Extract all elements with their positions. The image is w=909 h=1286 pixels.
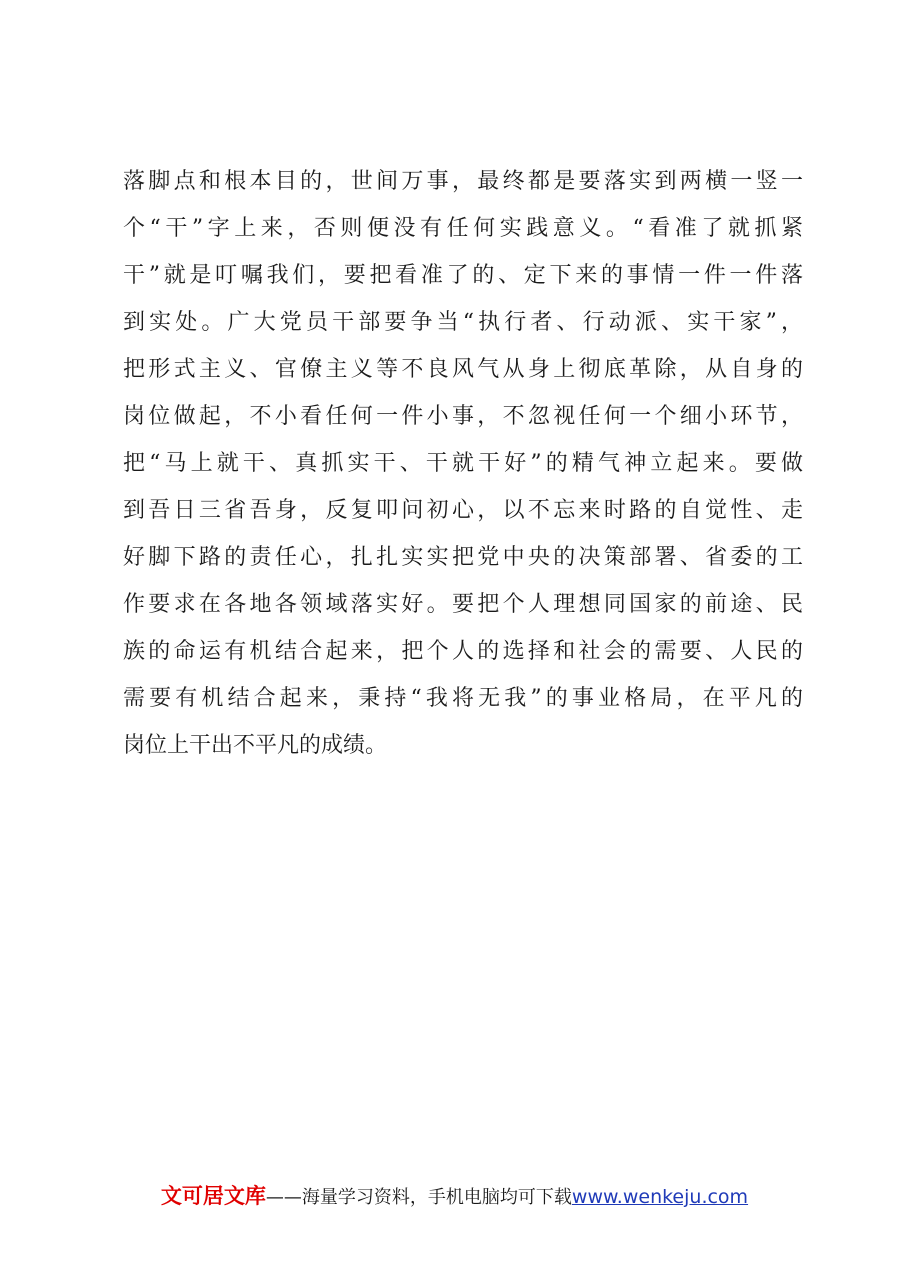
paragraph-line: 作要求在各地各领域落实好。要把个人理想同国家的前途、民 <box>123 592 803 617</box>
paragraph-line: 干”就是叮嘱我们，要把看准了的、定下来的事情一件一件落 <box>123 263 803 288</box>
paragraph-line: 把形式主义、官僚主义等不良风气从身上彻底革除，从自身的 <box>123 357 803 382</box>
paragraph-line: 到吾日三省吾身，反复叩问初心，以不忘来时路的自觉性、走 <box>123 498 803 523</box>
paragraph-line: 岗位上干出不平凡的成绩。 <box>123 733 388 758</box>
footer-website-link[interactable]: www.wenkeju.com <box>571 1186 749 1208</box>
body-paragraph <box>123 158 803 769</box>
paragraph-line: 好脚下路的责任心，扎扎实实把党中央的决策部署、省委的工 <box>123 545 803 570</box>
paragraph-line: 把“马上就干、真抓实干、干就干好”的精气神立起来。要做 <box>123 451 803 476</box>
paragraph-line: 到实处。广大党员干部要争当“执行者、行动派、实干家”， <box>123 310 803 335</box>
footer-tagline: ——海量学习资料，手机电脑均可下载 <box>265 1187 572 1208</box>
paragraph-line: 岗位做起，不小看任何一件小事，不忽视任何一个细小环节， <box>123 404 803 429</box>
paragraph-line: 落脚点和根本目的，世间万事，最终都是要落实到两横一竖一 <box>123 169 803 194</box>
paragraph-line: 族的命运有机结合起来，把个人的选择和社会的需要、人民的 <box>123 639 803 664</box>
footer-brand: 文可居文库 <box>160 1184 266 1208</box>
footer-banner <box>0 1182 909 1212</box>
paragraph-line: 需要有机结合起来，秉持“我将无我”的事业格局，在平凡的 <box>123 686 803 711</box>
paragraph-line: 个“干”字上来，否则便没有任何实践意义。“看准了就抓紧 <box>123 216 803 241</box>
